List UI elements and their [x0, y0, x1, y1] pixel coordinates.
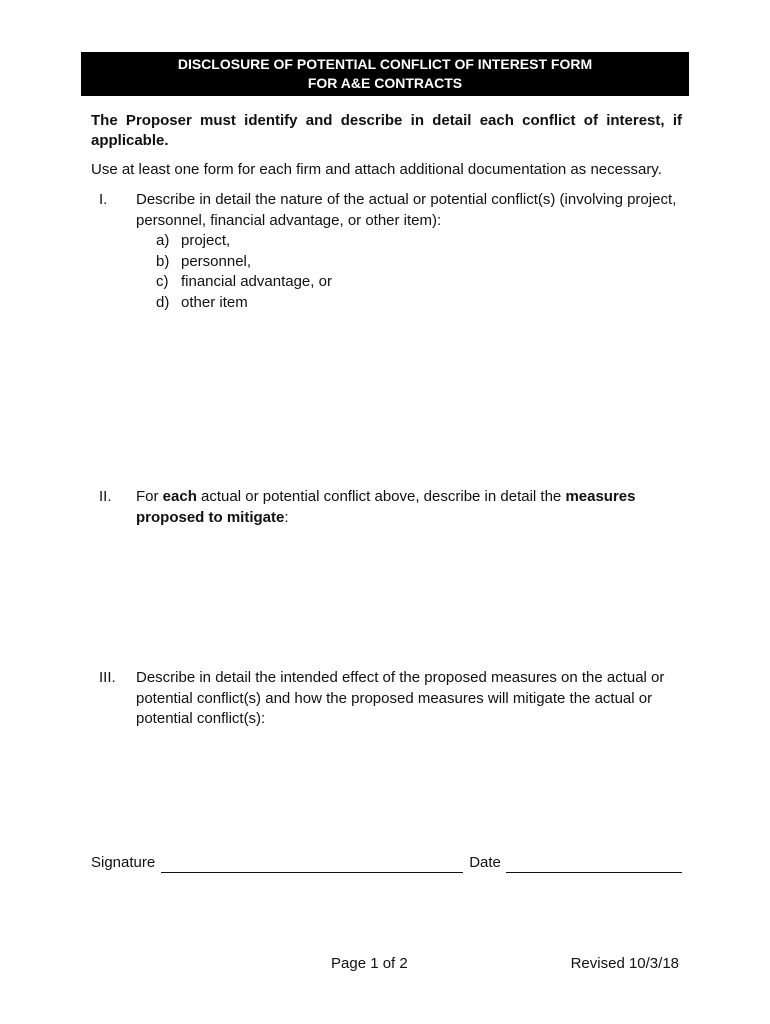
section-1 [91, 190, 691, 313]
form-title-banner [81, 52, 689, 96]
list-item-text: personnel, [181, 252, 252, 270]
list-item [156, 293, 691, 314]
list-item-text: project, [181, 232, 231, 249]
section-2-bold-each: each [162, 488, 197, 505]
page-number: Page 1 of 2 [331, 955, 408, 972]
section-3 [91, 668, 691, 730]
section-1-item-list [156, 231, 691, 313]
list-item-marker: a) [156, 232, 170, 249]
section-2-text-mid: actual or potential conflict above, describe in detail the [196, 488, 566, 505]
section-2-text-post: : [284, 508, 289, 526]
list-item [156, 252, 691, 273]
list-item-marker: c) [156, 273, 169, 290]
list-item-text: other item [181, 293, 248, 311]
form-title-line-2: FOR A&E CONTRACTS [307, 75, 463, 91]
section-2-bold-measures: measures proposed to mitigate [136, 488, 636, 526]
signature-label: Signature [91, 854, 156, 871]
section-2-numeral: II. [99, 488, 112, 505]
section-2-text [136, 487, 681, 528]
section-1-text: Describe in detail the nature of the actual or potential conflict(s) (involving project, personnel, financial advantage, or other item): [136, 191, 677, 229]
list-item-marker: d) [156, 293, 170, 311]
section-1-numeral: I. [99, 191, 108, 208]
list-item-marker: b) [156, 252, 170, 270]
revision-date: Revised 10/3/18 [570, 955, 679, 972]
section-2 [91, 487, 691, 528]
plain-instruction: Use at least one form for each firm and attach additional documentation as necessary. [91, 161, 662, 178]
section-3-numeral: III. [99, 669, 116, 686]
signature-row [91, 853, 691, 873]
date-label: Date [469, 854, 501, 871]
list-item-text: financial advantage, or [181, 273, 332, 290]
list-item [156, 231, 691, 252]
date-field[interactable] [506, 857, 682, 873]
section-2-text-pre: For [136, 488, 163, 505]
section-3-text: Describe in detail the intended effect of the proposed measures on the actual or potential conflict(s) and how the proposed measures will mitigate the actual or potential conflict(s): [136, 669, 665, 727]
signature-field[interactable] [161, 857, 463, 873]
form-title-line-1: DISCLOSURE OF POTENTIAL CONFLICT OF INTEREST FORM [177, 56, 593, 72]
list-item [156, 272, 691, 293]
bold-instruction: The Proposer must identify and describe in detail each conflict of interest, if applicable. [91, 112, 682, 149]
